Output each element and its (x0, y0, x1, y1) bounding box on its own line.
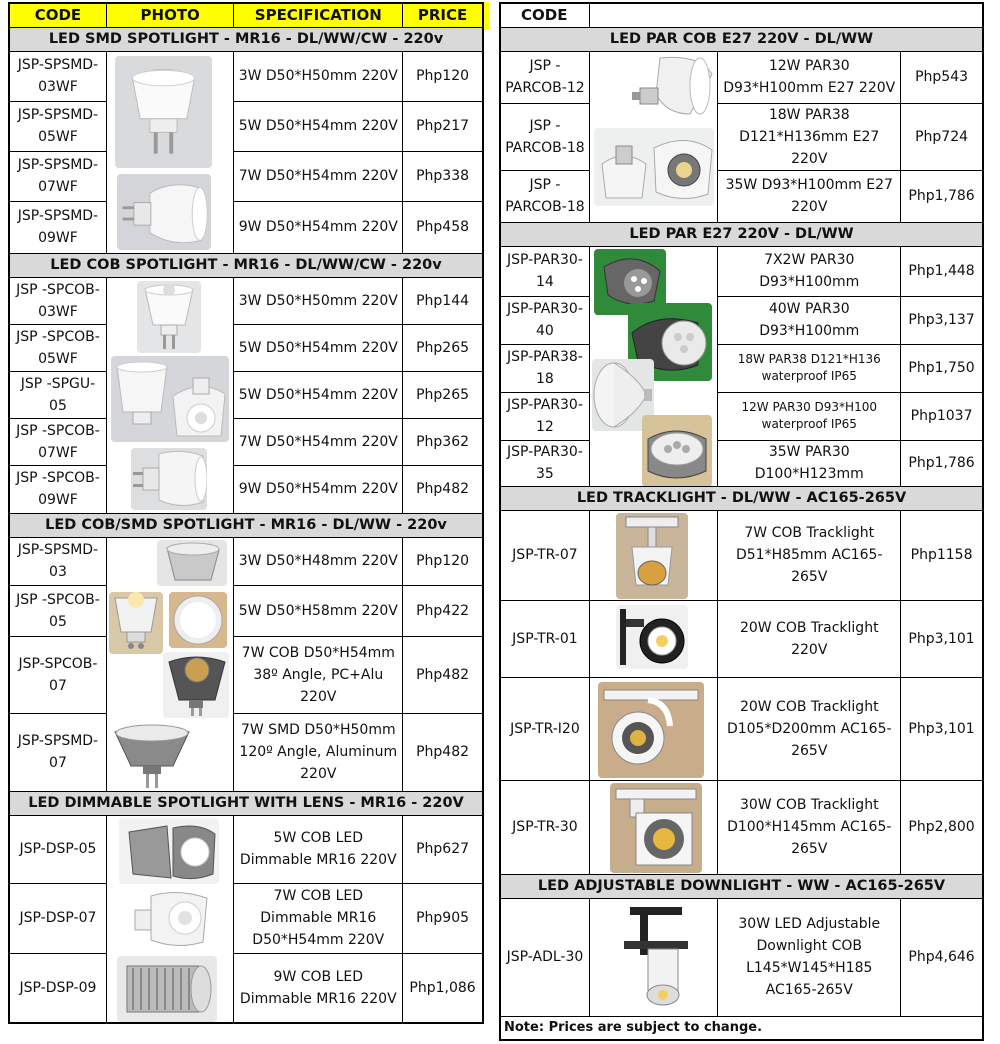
table-row (9, 537, 483, 585)
product-code: JSP -SPCOB-05WF (9, 324, 106, 371)
product-price: Php144 (403, 277, 483, 324)
product-spec: 5W D50*H58mm 220V (234, 585, 403, 636)
bulb-icon (157, 540, 227, 586)
product-code: JSP-SPSMD-05WF (9, 101, 106, 151)
product-code: JSP-SPSMD-09WF (9, 201, 106, 253)
product-spec: 7W D50*H54mm 220V (234, 151, 403, 201)
product-spec: 40W PAR30 D93*H100mm (718, 296, 901, 344)
table-row (9, 465, 483, 513)
product-price: Php482 (403, 713, 483, 791)
table-row (500, 677, 983, 780)
product-photo (106, 537, 234, 791)
product-spec: 5W D50*H54mm 220V (234, 371, 403, 418)
bulb-icon (131, 448, 207, 510)
bulb-icon (630, 54, 714, 124)
bulb-icon (111, 722, 193, 792)
table-row (9, 418, 483, 465)
header-specification: SPECIFICATION (234, 3, 403, 27)
product-photo (589, 600, 718, 677)
product-photo (106, 815, 234, 1023)
product-spec: 7W D50*H54mm 220V (234, 418, 403, 465)
product-price: Php120 (403, 537, 483, 585)
product-code: JSP-PAR30-40 (500, 296, 589, 344)
table-row (9, 815, 483, 883)
category-title: LED SMD SPOTLIGHT - MR16 - DL/WW/CW - 220v (9, 27, 483, 51)
product-code: JSP-SPSMD-07 (9, 713, 106, 791)
left-header-row (9, 3, 483, 27)
header-blank (589, 3, 983, 27)
product-spec: 9W COB LED Dimmable MR16 220V (234, 953, 403, 1023)
product-spec: 18W PAR38 D121*H136 waterproof IP65 (718, 344, 901, 392)
category-title: LED DIMMABLE SPOTLIGHT WITH LENS - MR16 - 220V (9, 791, 483, 815)
table-row (500, 51, 983, 103)
tracklight-icon (598, 682, 704, 778)
product-code: JSP-TR-I20 (500, 677, 589, 780)
product-price: Php3,101 (901, 600, 983, 677)
category-title: LED ADJUSTABLE DOWNLIGHT - WW - AC165-265V (500, 874, 983, 898)
product-price: Php1158 (901, 510, 983, 600)
category-title: LED PAR E27 220V - DL/WW (500, 222, 983, 246)
product-price: Php4,646 (901, 898, 983, 1016)
product-spec: 3W D50*H50mm 220V (234, 51, 403, 101)
table-row (9, 883, 483, 953)
product-spec: 9W D50*H54mm 220V (234, 465, 403, 513)
table-row (9, 201, 483, 253)
product-code: JSP -PARCOB-18 (500, 103, 589, 170)
product-photo (589, 898, 718, 1016)
product-code: JSP-DSP-07 (9, 883, 106, 953)
table-row (500, 392, 983, 440)
left-price-table (8, 2, 484, 1024)
table-row (500, 296, 983, 344)
bulb-icon (137, 281, 201, 353)
bulb-icon (119, 818, 219, 884)
product-price: Php1037 (901, 392, 983, 440)
product-spec: 5W D50*H54mm 220V (234, 101, 403, 151)
product-price: Php217 (403, 101, 483, 151)
product-price: Php120 (403, 51, 483, 101)
header-price: PRICE (403, 3, 483, 27)
product-code: JSP -SPCOB-09WF (9, 465, 106, 513)
product-price: Php338 (403, 151, 483, 201)
product-spec: 7W COB D50*H54mm 38º Angle, PC+Alu 220V (234, 636, 403, 713)
bulb-icon (169, 592, 227, 648)
bulb-icon (109, 592, 163, 654)
table-row (500, 780, 983, 874)
product-code: JSP-SPSMD-03 (9, 537, 106, 585)
product-spec: 3W D50*H48mm 220V (234, 537, 403, 585)
tracklight-icon (616, 513, 688, 599)
product-price: Php422 (403, 585, 483, 636)
category-title: LED PAR COB E27 220V - DL/WW (500, 27, 983, 51)
product-photo (589, 780, 718, 874)
product-price: Php482 (403, 465, 483, 513)
tracklight-icon (610, 783, 702, 873)
product-price: Php543 (901, 51, 983, 103)
product-code: JSP-ADL-30 (500, 898, 589, 1016)
right-header-row (500, 3, 983, 27)
product-spec: 9W D50*H54mm 220V (234, 201, 403, 253)
product-photo (589, 677, 718, 780)
bulb-icon (117, 956, 217, 1022)
bulb-icon (163, 652, 229, 718)
product-spec: 7W COB Tracklight D51*H85mm AC165-265V (718, 510, 901, 600)
product-code: JSP -SPCOB-05 (9, 585, 106, 636)
table-row (500, 103, 983, 170)
product-spec: 20W COB Tracklight D105*D200mm AC165-265V (718, 677, 901, 780)
product-spec: 30W COB Tracklight D100*H145mm AC165-265V (718, 780, 901, 874)
product-code: JSP -PARCOB-12 (500, 51, 589, 103)
product-spec: 35W PAR30 D100*H123mm (718, 440, 901, 486)
product-code: JSP -SPGU-05 (9, 371, 106, 418)
header-photo: PHOTO (106, 3, 234, 27)
product-price: Php265 (403, 324, 483, 371)
bulb-icon (642, 415, 712, 487)
bulb-icon (117, 174, 211, 250)
table-row (500, 898, 983, 1016)
category-title: LED COB SPOTLIGHT - MR16 - DL/WW/CW - 220v (9, 253, 483, 277)
product-code: JSP-PAR30-14 (500, 246, 589, 296)
product-price: Php2,800 (901, 780, 983, 874)
product-photo (106, 51, 234, 253)
price-note: Note: Prices are subject to change. (500, 1016, 983, 1040)
product-photo (589, 246, 718, 486)
product-code: JSP-TR-01 (500, 600, 589, 677)
table-row (500, 246, 983, 296)
tracklight-icon (616, 605, 688, 669)
table-row (9, 585, 483, 636)
product-price: Php482 (403, 636, 483, 713)
product-code: JSP-DSP-05 (9, 815, 106, 883)
product-price: Php1,786 (901, 440, 983, 486)
product-photo (106, 277, 234, 513)
product-spec: 7W COB LED Dimmable MR16 D50*H54mm 220V (234, 883, 403, 953)
header-highlight (484, 2, 489, 30)
product-photo (589, 510, 718, 600)
table-row (9, 51, 483, 101)
product-price: Php362 (403, 418, 483, 465)
product-spec: 12W PAR30 D93*H100mm E27 220V (718, 51, 901, 103)
table-row (500, 344, 983, 392)
bulb-icon (594, 128, 714, 206)
product-spec: 5W D50*H54mm 220V (234, 324, 403, 371)
table-row (500, 600, 983, 677)
table-row (9, 151, 483, 201)
product-price: Php3,137 (901, 296, 983, 344)
product-code: JSP -SPCOB-03WF (9, 277, 106, 324)
header-code: CODE (9, 3, 106, 27)
product-spec: 35W D93*H100mm E27 220V (718, 170, 901, 222)
product-code: JSP -SPCOB-07WF (9, 418, 106, 465)
table-row (9, 713, 483, 791)
bulb-icon (111, 356, 229, 442)
product-code: JSP-TR-30 (500, 780, 589, 874)
product-price: Php1,448 (901, 246, 983, 296)
product-code: JSP-PAR30-35 (500, 440, 589, 486)
product-spec: 30W LED Adjustable Downlight COB L145*W145*H185 AC165-265V (718, 898, 901, 1016)
product-price: Php724 (901, 103, 983, 170)
category-title: LED COB/SMD SPOTLIGHT - MR16 - DL/WW - 220v (9, 513, 483, 537)
product-price: Php458 (403, 201, 483, 253)
downlight-icon (620, 903, 692, 1011)
table-row (500, 510, 983, 600)
table-row (9, 101, 483, 151)
product-code: JSP-SPSMD-07WF (9, 151, 106, 201)
product-spec: 7W SMD D50*H50mm 120º Angle, Aluminum 220V (234, 713, 403, 791)
product-price: Php627 (403, 815, 483, 883)
product-spec: 5W COB LED Dimmable MR16 220V (234, 815, 403, 883)
product-price: Php1,086 (403, 953, 483, 1023)
table-row (9, 371, 483, 418)
right-price-table (499, 2, 984, 1041)
table-row (9, 324, 483, 371)
product-price: Php905 (403, 883, 483, 953)
table-row (500, 440, 983, 486)
bulb-icon (121, 888, 217, 952)
product-price: Php1,786 (901, 170, 983, 222)
product-price: Php3,101 (901, 677, 983, 780)
product-spec: 18W PAR38 D121*H136mm E27 220V (718, 103, 901, 170)
product-spec: 7X2W PAR30 D93*H100mm (718, 246, 901, 296)
product-code: JSP -PARCOB-18 (500, 170, 589, 222)
table-row (9, 636, 483, 713)
product-spec: 12W PAR30 D93*H100 waterproof IP65 (718, 392, 901, 440)
category-title: LED TRACKLIGHT - DL/WW - AC165-265V (500, 486, 983, 510)
header-code: CODE (500, 3, 589, 27)
product-spec: 20W COB Tracklight 220V (718, 600, 901, 677)
table-row (9, 953, 483, 1023)
product-code: JSP-TR-07 (500, 510, 589, 600)
product-code: JSP-PAR30-12 (500, 392, 589, 440)
product-code: JSP-DSP-09 (9, 953, 106, 1023)
product-code: JSP-SPSMD-03WF (9, 51, 106, 101)
product-price: Php1,750 (901, 344, 983, 392)
product-spec: 3W D50*H50mm 220V (234, 277, 403, 324)
product-code: JSP-SPCOB-07 (9, 636, 106, 713)
product-photo (589, 51, 718, 222)
note-row (500, 1016, 983, 1040)
table-row (500, 170, 983, 222)
table-row (9, 277, 483, 324)
product-price: Php265 (403, 371, 483, 418)
product-code: JSP-PAR38-18 (500, 344, 589, 392)
bulb-icon (115, 56, 212, 168)
